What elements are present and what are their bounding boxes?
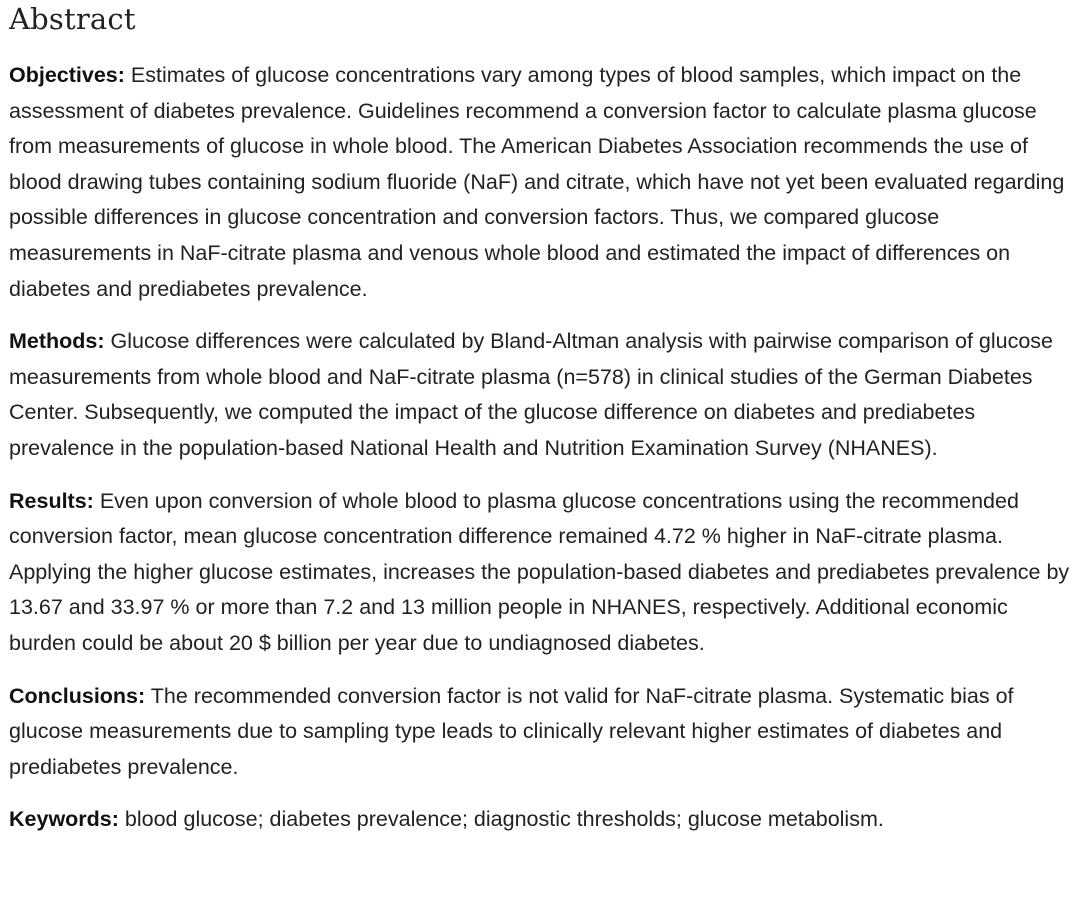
keywords-label: Keywords: [9, 807, 119, 832]
conclusions-text: The recommended conversion factor is not valid for NaF-citrate plasma. Systematic bias of glucose measurements due to sampling type leads to clinically relevant higher estimates of diabetes and prediabetes prevalence. [9, 683, 1014, 779]
objectives-paragraph [9, 58, 1077, 307]
results-label: Results: [9, 488, 94, 513]
abstract-heading: Abstract [9, 2, 136, 36]
keywords-text: blood glucose; diabetes prevalence; diagnostic thresholds; glucose metabolism. [124, 807, 884, 832]
methods-paragraph [9, 324, 1077, 466]
results-paragraph [9, 484, 1077, 662]
methods-label: Methods: [9, 329, 105, 354]
methods-text: Glucose differences were calculated by Bland-Altman analysis with pairwise comparison of glucose measurements from whole blood and NaF-citrate plasma (n=578) in clinical studies of the German Diabetes Center. Subsequently, we computed the impact of the glucose difference on diabetes and prediabetes prevalence in the population-based National Health and Nutrition Examination Survey (NHANES). [9, 329, 1054, 460]
abstract-container [9, 0, 1077, 838]
conclusions-label: Conclusions: [9, 683, 146, 708]
keywords-paragraph [9, 802, 1077, 838]
results-text: Even upon conversion of whole blood to plasma glucose concentrations using the recommended conversion factor, mean glucose concentration difference remained 4.72 % higher in NaF-citrate plasma. Applying the higher glucose estimates, increases the population-based diabetes and prediabetes prevalence by 13.67 and 33.97 % or more than 7.2 and 13 million people in NHANES, respectively. Additional economic burden could be about 20 $ billion per year due to undiagnosed diabetes. [9, 488, 1070, 655]
objectives-label: Objectives: [9, 63, 125, 87]
conclusions-paragraph [9, 679, 1077, 786]
objectives-text: Estimates of glucose concentrations vary among types of blood samples, which impact on the assessment of diabetes prevalence. Guidelines recommend a conversion factor to calculate plasma glucose from measurements of glucose in whole blood. The American Diabetes Association recommends the use of blood drawing tubes containing sodium fluoride (NaF) and citrate, which have not yet been evaluated regarding possible differences in glucose concentration and conversion factors. Thus, we compared glucose measurements in NaF-citrate plasma and venous whole blood and estimated the impact of differences on diabetes and prediabetes prevalence. [9, 63, 1065, 301]
